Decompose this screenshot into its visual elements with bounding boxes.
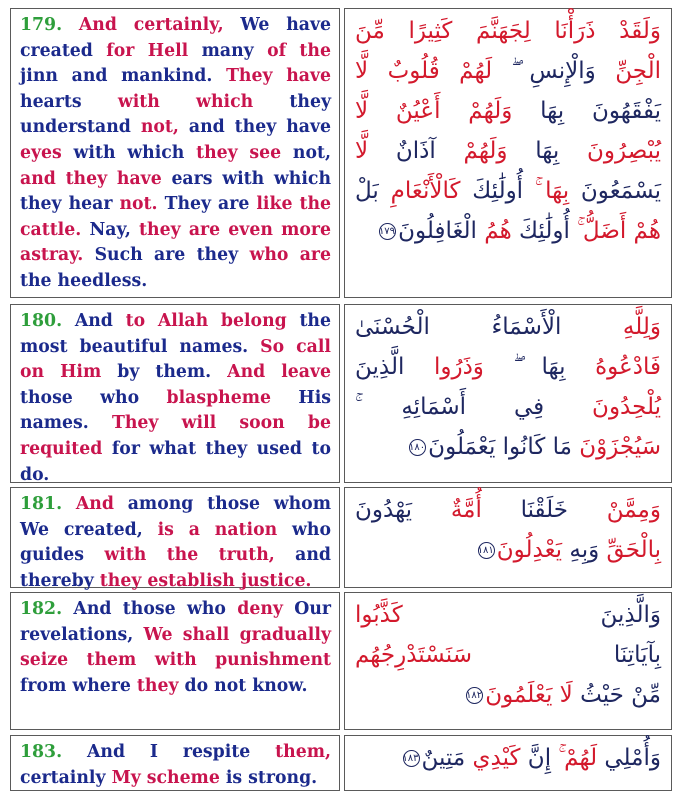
verse-table — [10, 8, 672, 791]
arabic-run: لَهُمْ — [558, 745, 598, 771]
arabic-line — [355, 51, 661, 91]
arabic-run: بِهَا ۚ — [523, 178, 570, 204]
english-cell — [10, 304, 340, 483]
translation-run: deny — [237, 599, 295, 619]
translation-run: They will soon be requited — [20, 413, 331, 459]
translation-run: they are even more astray. — [20, 219, 331, 266]
translation-run: So call on Him — [20, 336, 331, 383]
arabic-run: يُلْحِدُونَ — [544, 394, 661, 420]
arabic-cell — [344, 735, 672, 791]
translation-run: blaspheme — [166, 387, 299, 408]
translation-run: they understand — [20, 91, 331, 138]
arabic-run: وَلَهُمْ — [435, 138, 508, 164]
arabic-run: كَيْدِي — [465, 745, 521, 771]
translation-run: And — [74, 311, 126, 331]
translation-run: like the cattle. — [20, 194, 332, 240]
verse-row-181 — [10, 487, 672, 591]
arabic-line — [355, 595, 661, 635]
translation-run: and they have — [188, 117, 332, 138]
translation-run: they — [136, 675, 185, 696]
arabic-run: لَّا — [355, 138, 369, 164]
arabic-line — [355, 387, 661, 427]
arabic-run: يَفْقَهُونَ بِهَا — [512, 98, 661, 124]
arabic-run: وَمِمَّنْ — [568, 497, 661, 523]
translation-run: they hear — [20, 194, 120, 215]
translation-run: who are — [249, 245, 332, 266]
arabic-run: الْغَافِلُونَ — [398, 218, 477, 244]
verse-number: 180. — [20, 311, 75, 331]
translation-run: and mankind. — [71, 66, 227, 87]
arabic-run: يَهْدُونَ — [355, 497, 413, 523]
translation-run: many — [201, 40, 268, 61]
arabic-run: وَذَرُوا — [404, 354, 484, 380]
arabic-line — [355, 530, 661, 570]
translation-run: not, — [140, 117, 189, 138]
translation-run: by them. — [117, 362, 228, 383]
translation-run: from where — [20, 675, 137, 696]
verse-row-179 — [10, 8, 672, 298]
arabic-run: سَنَسْتَدْرِجُهُم — [355, 642, 472, 668]
translation-run: Such are they — [94, 245, 250, 266]
arabic-run: لَهُمْ قُلُوبٌ لَّا — [355, 58, 493, 84]
translation-run: We shall gradually seize them — [20, 624, 331, 671]
arabic-line — [355, 307, 661, 347]
arabic-run: وَلَهُمْ أَعْيُنٌ لَّا — [355, 98, 513, 124]
verse-row-180 — [10, 304, 672, 483]
arabic-run: بَلْ — [355, 178, 379, 204]
arabic-run: هُمْ أَضَلُّ ۚ — [569, 218, 661, 244]
translation-run: They are — [164, 194, 257, 215]
arabic-run: وَلَقَدْ ذَرَأْنَا لِجَهَنَّمَ كَثِيرًا مِّنَ — [355, 18, 661, 44]
arabic-run: يَعْدِلُونَ — [496, 537, 563, 563]
arabic-line — [355, 635, 661, 675]
translation-run: with punishment — [154, 650, 331, 671]
translation-run: they see — [196, 142, 293, 163]
translation-run: for what they used to do. — [20, 438, 332, 485]
translation-run: the most beautiful names. — [20, 311, 331, 357]
ayah-end-marker: ١٧٩ — [379, 223, 396, 240]
translation-run: ears with which — [171, 168, 332, 189]
english-translation — [20, 309, 331, 488]
arabic-run: وَأُمْلِي — [597, 745, 661, 771]
translation-run: And leave — [227, 362, 331, 383]
english-cell — [10, 8, 340, 298]
ayah-end-marker: ١٨١ — [478, 542, 495, 559]
translation-run: And certainly, — [78, 15, 241, 35]
arabic-run: كَالْأَنْعَامِ — [378, 178, 461, 204]
arabic-run: وَالَّذِينَ — [402, 602, 661, 628]
arabic-run: بِالْحَقِّ — [599, 537, 661, 563]
english-translation — [20, 492, 331, 594]
arabic-line — [355, 490, 661, 530]
verse-number: 179. — [20, 15, 79, 35]
arabic-run: خَلَقْنَا — [481, 497, 569, 523]
translation-run: My scheme — [111, 767, 226, 788]
translation-run: they establish justice. — [99, 570, 312, 591]
translation-run: do not know. — [184, 675, 308, 696]
translation-run: is a nation — [157, 519, 293, 540]
translation-run: not. — [119, 194, 165, 215]
verse-number: 181. — [20, 494, 76, 514]
arabic-run: يُبْصِرُونَ — [559, 138, 662, 164]
translation-run: for Hell — [106, 40, 202, 61]
arabic-run: هُمُ — [476, 218, 512, 244]
translation-run: And — [75, 494, 128, 514]
arabic-line — [355, 211, 661, 251]
ayah-end-marker: ١٨٣ — [403, 750, 420, 767]
translation-run: them, — [275, 742, 331, 762]
translation-run: to Allah belong — [125, 311, 300, 331]
arabic-run: مِّنْ حَيْثُ — [572, 682, 661, 708]
arabic-line — [355, 738, 661, 778]
arabic-line — [355, 427, 661, 467]
translation-run: We have created — [20, 15, 331, 61]
translation-run: among those whom We created, — [20, 494, 331, 540]
translation-run: of the — [267, 40, 331, 61]
arabic-line — [355, 171, 661, 211]
arabic-run: فَادْعُوهُ — [565, 354, 662, 380]
arabic-run: كَذَّبُوا — [355, 602, 403, 628]
arabic-run: الْجِنِّ — [595, 58, 661, 84]
translation-run: who guides — [20, 519, 331, 566]
translation-run: the heedless. — [20, 270, 148, 291]
arabic-run: مَتِينٌ — [421, 745, 466, 771]
translation-run: and thereby — [20, 545, 332, 591]
arabic-run: الَّذِينَ — [355, 354, 405, 380]
arabic-run: مَا كَانُوا يَعْمَلُونَ — [428, 434, 572, 460]
arabic-run: الْأَسْمَاءُ الْحُسْنَىٰ — [355, 314, 562, 340]
english-cell — [10, 735, 340, 791]
arabic-cell — [344, 592, 672, 730]
arabic-run: لَا يَعْلَمُونَ — [485, 682, 573, 708]
arabic-line — [355, 11, 661, 51]
verse-number: 182. — [20, 599, 74, 619]
arabic-cell — [344, 304, 672, 483]
arabic-run: أُولَٰئِكَ — [460, 178, 524, 204]
translation-run: is strong. — [225, 767, 318, 788]
ayah-end-marker: ١٨٢ — [466, 687, 483, 704]
arabic-line — [355, 675, 661, 715]
ayah-end-marker: ١٨٠ — [409, 439, 426, 456]
arabic-run: وَلِلَّهِ — [561, 314, 661, 340]
verse-row-182 — [10, 592, 672, 730]
english-translation — [20, 597, 331, 699]
translation-run: His names. — [20, 387, 331, 434]
arabic-run: فِي أَسْمَائِهِ ۚ — [355, 394, 545, 420]
translation-run: And I respite — [86, 742, 276, 762]
verse-row-183 — [10, 735, 672, 791]
english-cell — [10, 487, 340, 591]
translation-run: not, — [292, 142, 331, 163]
arabic-run: بِهَا ۖ — [483, 354, 566, 380]
translation-run: and they have — [20, 168, 172, 189]
translation-run: eyes — [20, 142, 74, 163]
arabic-cell — [344, 487, 672, 588]
translation-run: with which — [117, 91, 290, 112]
english-translation — [20, 740, 331, 791]
arabic-line — [355, 91, 661, 131]
translation-run: Our revelations, — [20, 599, 332, 645]
translation-run: with which — [73, 142, 197, 163]
translation-run: Nay, — [89, 219, 140, 240]
english-translation — [20, 13, 331, 295]
translation-run: those who — [20, 387, 167, 408]
english-cell — [10, 592, 340, 730]
arabic-cell — [344, 8, 672, 298]
translation-run: jinn — [20, 66, 72, 87]
translation-run: with the truth, — [104, 545, 296, 566]
translation-run: And those who — [73, 599, 238, 619]
translation-run: hearts — [20, 91, 118, 112]
arabic-run: بِآيَاتِنَا — [471, 642, 661, 668]
arabic-run: سَيُجْزَوْنَ — [571, 434, 661, 460]
arabic-line — [355, 347, 661, 387]
arabic-run: آذَانٌ — [368, 138, 436, 164]
verse-number: 183. — [20, 742, 87, 762]
arabic-run: أُمَّةٌ — [412, 497, 482, 523]
arabic-line — [355, 131, 661, 171]
arabic-run: بِهَا — [507, 138, 560, 164]
arabic-run: يَسْمَعُونَ — [569, 178, 662, 204]
arabic-run: وَالْإِنسِ ۖ — [492, 58, 596, 84]
arabic-run: أُولَٰئِكَ — [511, 218, 570, 244]
arabic-run: ۚ إِنَّ — [520, 745, 559, 771]
translation-run: They have — [226, 66, 331, 87]
translation-run: certainly — [20, 767, 112, 788]
arabic-run: وَبِهِ — [562, 537, 600, 563]
